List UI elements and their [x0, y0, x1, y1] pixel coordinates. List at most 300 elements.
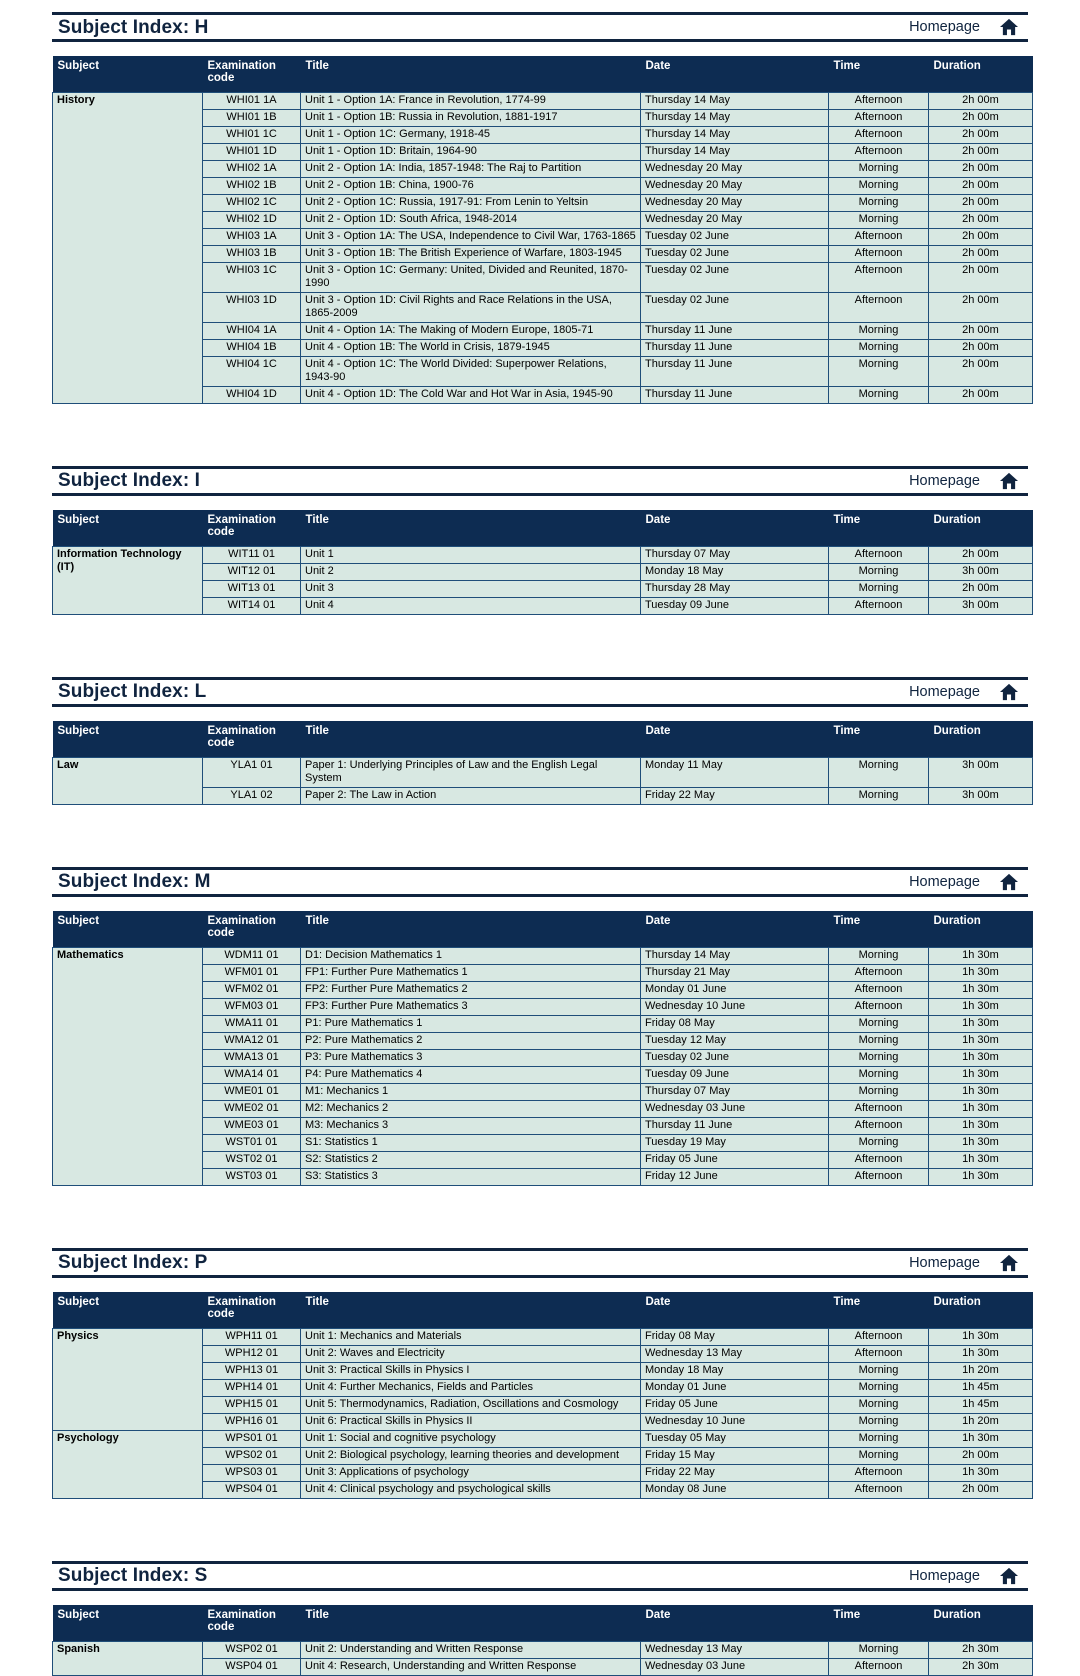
- exam-title-cell: Unit 2: Understanding and Written Response: [301, 1641, 641, 1658]
- exam-duration-cell: 1h 30m: [929, 1134, 1033, 1151]
- table-header-row: [53, 1605, 1033, 1642]
- exam-time-cell: Afternoon: [829, 229, 929, 246]
- exam-title-cell: Paper 2: The Law in Action: [301, 787, 641, 804]
- column-header-title: Title: [301, 911, 641, 948]
- exam-date-cell: Thursday 11 June: [641, 322, 829, 339]
- column-header-examination-code-line2: code: [207, 525, 235, 538]
- home-icon[interactable]: [998, 1567, 1020, 1585]
- exam-title-cell: P1: Pure Mathematics 1: [301, 1015, 641, 1032]
- exam-time-cell: Afternoon: [829, 597, 929, 614]
- column-header-date: Date: [641, 911, 829, 948]
- exam-date-cell: Wednesday 03 June: [641, 1100, 829, 1117]
- exam-duration-cell: 1h 30m: [929, 1032, 1033, 1049]
- homepage-nav[interactable]: [909, 472, 1026, 490]
- column-header-subject: Subject: [53, 1605, 203, 1642]
- home-icon[interactable]: [998, 1254, 1020, 1272]
- exam-time-cell: Afternoon: [829, 1345, 929, 1362]
- exam-title-cell: Unit 1 - Option 1B: Russia in Revolution, 1881-1917: [301, 110, 641, 127]
- exam-code-cell: WPS01 01: [203, 1430, 301, 1447]
- column-header-examination-code-line1: Examination: [207, 513, 276, 526]
- exam-title-cell: Unit 3: Practical Skills in Physics I: [301, 1362, 641, 1379]
- exam-timetable: [52, 510, 1033, 615]
- column-header-duration: Duration: [929, 721, 1033, 758]
- exam-code-cell: WHI03 1A: [203, 229, 301, 246]
- exam-code-cell: WPH14 01: [203, 1379, 301, 1396]
- exam-duration-cell: 1h 20m: [929, 1413, 1033, 1430]
- exam-code-cell: WSP02 01: [203, 1641, 301, 1658]
- exam-time-cell: Morning: [829, 195, 929, 212]
- section-spacer: [52, 1499, 1028, 1561]
- exam-date-cell: Thursday 14 May: [641, 127, 829, 144]
- exam-time-cell: Morning: [829, 1413, 929, 1430]
- column-header-examination-code: [203, 1292, 301, 1329]
- exam-duration-cell: 1h 30m: [929, 1117, 1033, 1134]
- column-header-date: Date: [641, 56, 829, 93]
- homepage-link[interactable]: Homepage: [909, 873, 980, 890]
- exam-time-cell: Morning: [829, 757, 929, 787]
- exam-date-cell: Tuesday 02 June: [641, 246, 829, 263]
- exam-title-cell: Unit 6: Practical Skills in Physics II: [301, 1413, 641, 1430]
- exam-time-cell: Afternoon: [829, 292, 929, 322]
- exam-duration-cell: 2h 00m: [929, 161, 1033, 178]
- exam-time-cell: Afternoon: [829, 93, 929, 110]
- timetable-wrapper: [52, 56, 1028, 404]
- table-header-row: [53, 911, 1033, 948]
- homepage-nav[interactable]: [909, 1567, 1026, 1585]
- exam-date-cell: Wednesday 13 May: [641, 1345, 829, 1362]
- exam-date-cell: Thursday 11 June: [641, 1117, 829, 1134]
- exam-date-cell: Tuesday 02 June: [641, 229, 829, 246]
- exam-date-cell: Tuesday 12 May: [641, 1032, 829, 1049]
- exam-date-cell: Wednesday 13 May: [641, 1641, 829, 1658]
- exam-code-cell: WME03 01: [203, 1117, 301, 1134]
- exam-time-cell: Morning: [829, 1049, 929, 1066]
- exam-title-cell: Unit 2: Waves and Electricity: [301, 1345, 641, 1362]
- exam-time-cell: Afternoon: [829, 1464, 929, 1481]
- exam-title-cell: M3: Mechanics 3: [301, 1117, 641, 1134]
- exam-duration-cell: 3h 00m: [929, 757, 1033, 787]
- exam-title-cell: Unit 5: Thermodynamics, Radiation, Oscillations and Cosmology: [301, 1396, 641, 1413]
- exam-duration-cell: 1h 30m: [929, 998, 1033, 1015]
- exam-duration-cell: 1h 30m: [929, 1100, 1033, 1117]
- exam-date-cell: Thursday 07 May: [641, 1083, 829, 1100]
- exam-code-cell: WPH12 01: [203, 1345, 301, 1362]
- exam-duration-cell: 1h 30m: [929, 1066, 1033, 1083]
- exam-code-cell: WHI01 1A: [203, 93, 301, 110]
- exam-code-cell: WPH13 01: [203, 1362, 301, 1379]
- exam-time-cell: Afternoon: [829, 1100, 929, 1117]
- section-header: [52, 466, 1028, 496]
- exam-date-cell: Monday 01 June: [641, 981, 829, 998]
- exam-time-cell: Afternoon: [829, 1168, 929, 1185]
- exam-code-cell: WDM11 01: [203, 947, 301, 964]
- exam-date-cell: Thursday 11 June: [641, 356, 829, 386]
- exam-title-cell: Unit 3 - Option 1A: The USA, Independence to Civil War, 1763-1865: [301, 229, 641, 246]
- exam-duration-cell: 3h 00m: [929, 563, 1033, 580]
- section-spacer: [52, 404, 1028, 466]
- homepage-link[interactable]: Homepage: [909, 683, 980, 700]
- exam-code-cell: WHI01 1C: [203, 127, 301, 144]
- exam-time-cell: Morning: [829, 1362, 929, 1379]
- timetable-wrapper: [52, 510, 1028, 615]
- exam-code-cell: WST02 01: [203, 1151, 301, 1168]
- exam-code-cell: WIT13 01: [203, 580, 301, 597]
- subject-name-cell: Spanish: [53, 1641, 203, 1675]
- column-header-title: Title: [301, 721, 641, 758]
- exam-title-cell: Unit 1: Social and cognitive psychology: [301, 1430, 641, 1447]
- exam-time-cell: Morning: [829, 1083, 929, 1100]
- exam-code-cell: WHI04 1D: [203, 386, 301, 403]
- homepage-nav[interactable]: [909, 1254, 1026, 1272]
- column-header-examination-code-line2: code: [207, 1307, 235, 1320]
- exam-code-cell: WIT14 01: [203, 597, 301, 614]
- exam-title-cell: Unit 4: Research, Understanding and Written Response: [301, 1658, 641, 1675]
- section-header: [52, 12, 1028, 42]
- exam-duration-cell: 2h 00m: [929, 1447, 1033, 1464]
- page-title: Subject Index: S: [58, 1565, 208, 1587]
- column-header-date: Date: [641, 721, 829, 758]
- exam-title-cell: S1: Statistics 1: [301, 1134, 641, 1151]
- exam-code-cell: WST03 01: [203, 1168, 301, 1185]
- exam-title-cell: Unit 3: [301, 580, 641, 597]
- homepage-link[interactable]: Homepage: [909, 1567, 980, 1584]
- exam-title-cell: Unit 4: Clinical psychology and psychological skills: [301, 1481, 641, 1498]
- exam-date-cell: Friday 15 May: [641, 1447, 829, 1464]
- column-header-time: Time: [829, 510, 929, 547]
- exam-code-cell: WHI02 1D: [203, 212, 301, 229]
- table-row: [53, 546, 1033, 563]
- timetable-wrapper: [52, 1292, 1028, 1499]
- subject-name-cell: Mathematics: [53, 947, 203, 1185]
- homepage-link[interactable]: Homepage: [909, 472, 980, 489]
- exam-duration-cell: 2h 00m: [929, 195, 1033, 212]
- exam-time-cell: Morning: [829, 356, 929, 386]
- exam-duration-cell: 1h 30m: [929, 981, 1033, 998]
- exam-title-cell: Unit 1: [301, 546, 641, 563]
- subject-name-cell: Psychology: [53, 1430, 203, 1498]
- exam-date-cell: Wednesday 10 June: [641, 998, 829, 1015]
- column-header-examination-code-line1: Examination: [207, 1295, 276, 1308]
- exam-title-cell: Unit 4 - Option 1D: The Cold War and Hot War in Asia, 1945-90: [301, 386, 641, 403]
- table-row: [53, 1641, 1033, 1658]
- exam-code-cell: WST01 01: [203, 1134, 301, 1151]
- exam-duration-cell: 1h 30m: [929, 1328, 1033, 1345]
- exam-time-cell: Morning: [829, 1641, 929, 1658]
- exam-duration-cell: 1h 30m: [929, 1464, 1033, 1481]
- exam-date-cell: Monday 01 June: [641, 1379, 829, 1396]
- table-header-row: [53, 56, 1033, 93]
- column-header-title: Title: [301, 1605, 641, 1642]
- exam-duration-cell: 2h 00m: [929, 93, 1033, 110]
- exam-duration-cell: 2h 00m: [929, 339, 1033, 356]
- exam-code-cell: WFM03 01: [203, 998, 301, 1015]
- column-header-subject: Subject: [53, 1292, 203, 1329]
- exam-code-cell: WIT12 01: [203, 563, 301, 580]
- exam-code-cell: WPH16 01: [203, 1413, 301, 1430]
- column-header-examination-code: [203, 56, 301, 93]
- exam-time-cell: Afternoon: [829, 1151, 929, 1168]
- exam-title-cell: M1: Mechanics 1: [301, 1083, 641, 1100]
- exam-duration-cell: 2h 00m: [929, 263, 1033, 293]
- exam-duration-cell: 1h 45m: [929, 1379, 1033, 1396]
- timetable-wrapper: [52, 721, 1028, 805]
- exam-date-cell: Thursday 14 May: [641, 144, 829, 161]
- exam-duration-cell: 1h 30m: [929, 1345, 1033, 1362]
- exam-title-cell: Unit 2 - Option 1A: India, 1857-1948: The Raj to Partition: [301, 161, 641, 178]
- column-header-time: Time: [829, 1292, 929, 1329]
- exam-title-cell: Unit 1 - Option 1C: Germany, 1918-45: [301, 127, 641, 144]
- exam-title-cell: Unit 4 - Option 1B: The World in Crisis, 1879-1945: [301, 339, 641, 356]
- home-icon[interactable]: [998, 683, 1020, 701]
- exam-timetable: [52, 1292, 1033, 1499]
- homepage-nav[interactable]: [909, 683, 1026, 701]
- exam-code-cell: WMA11 01: [203, 1015, 301, 1032]
- section-i: [52, 466, 1028, 615]
- exam-code-cell: WHI01 1B: [203, 110, 301, 127]
- exam-title-cell: P4: Pure Mathematics 4: [301, 1066, 641, 1083]
- subject-name-cell: Physics: [53, 1328, 203, 1430]
- section-spacer: [52, 805, 1028, 867]
- table-row: [53, 1430, 1033, 1447]
- column-header-examination-code-line2: code: [207, 72, 235, 84]
- page-title: Subject Index: P: [58, 1252, 208, 1274]
- exam-title-cell: Unit 1: Mechanics and Materials: [301, 1328, 641, 1345]
- column-header-subject: Subject: [53, 56, 203, 93]
- exam-duration-cell: 1h 45m: [929, 1396, 1033, 1413]
- exam-title-cell: Unit 2 - Option 1C: Russia, 1917-91: From Lenin to Yeltsin: [301, 195, 641, 212]
- column-header-duration: Duration: [929, 1605, 1033, 1642]
- sections-container: [52, 12, 1028, 1676]
- column-header-examination-code: [203, 721, 301, 758]
- exam-time-cell: Morning: [829, 1447, 929, 1464]
- exam-time-cell: Morning: [829, 1015, 929, 1032]
- exam-duration-cell: 2h 00m: [929, 292, 1033, 322]
- exam-duration-cell: 1h 20m: [929, 1362, 1033, 1379]
- exam-duration-cell: 2h 00m: [929, 546, 1033, 563]
- exam-date-cell: Tuesday 02 June: [641, 1049, 829, 1066]
- column-header-examination-code-line2: code: [207, 1620, 235, 1633]
- exam-title-cell: FP2: Further Pure Mathematics 2: [301, 981, 641, 998]
- exam-duration-cell: 2h 00m: [929, 229, 1033, 246]
- timetable-wrapper: [52, 1605, 1028, 1676]
- exam-time-cell: Afternoon: [829, 263, 929, 293]
- exam-time-cell: Morning: [829, 1134, 929, 1151]
- exam-time-cell: Morning: [829, 339, 929, 356]
- column-header-date: Date: [641, 1605, 829, 1642]
- exam-duration-cell: 2h 00m: [929, 212, 1033, 229]
- home-icon[interactable]: [998, 873, 1020, 891]
- exam-timetable: [52, 1605, 1033, 1676]
- table-header-row: [53, 510, 1033, 547]
- exam-time-cell: Afternoon: [829, 1658, 929, 1675]
- column-header-duration: Duration: [929, 1292, 1033, 1329]
- exam-duration-cell: 2h 00m: [929, 1481, 1033, 1498]
- exam-duration-cell: 2h 00m: [929, 110, 1033, 127]
- exam-code-cell: WHI03 1B: [203, 246, 301, 263]
- column-header-subject: Subject: [53, 721, 203, 758]
- column-header-duration: Duration: [929, 911, 1033, 948]
- exam-timetable: [52, 911, 1033, 1186]
- exam-duration-cell: 2h 30m: [929, 1658, 1033, 1675]
- exam-date-cell: Wednesday 20 May: [641, 178, 829, 195]
- exam-date-cell: Friday 08 May: [641, 1015, 829, 1032]
- column-header-time: Time: [829, 1605, 929, 1642]
- exam-code-cell: WHI02 1A: [203, 161, 301, 178]
- column-header-examination-code-line1: Examination: [207, 1608, 276, 1621]
- section-spacer: [52, 615, 1028, 677]
- exam-title-cell: Unit 1 - Option 1D: Britain, 1964-90: [301, 144, 641, 161]
- table-row: [53, 757, 1033, 787]
- exam-duration-cell: 1h 30m: [929, 1049, 1033, 1066]
- exam-code-cell: WHI03 1C: [203, 263, 301, 293]
- exam-title-cell: Unit 2: Biological psychology, learning theories and development: [301, 1447, 641, 1464]
- exam-timetable: [52, 56, 1033, 404]
- column-header-date: Date: [641, 510, 829, 547]
- exam-date-cell: Tuesday 19 May: [641, 1134, 829, 1151]
- exam-timetable: [52, 721, 1033, 805]
- home-icon[interactable]: [998, 472, 1020, 490]
- exam-code-cell: WHI02 1C: [203, 195, 301, 212]
- exam-title-cell: Unit 4 - Option 1C: The World Divided: Superpower Relations, 1943-90: [301, 356, 641, 386]
- timetable-wrapper: [52, 911, 1028, 1186]
- exam-time-cell: Afternoon: [829, 127, 929, 144]
- exam-date-cell: Friday 12 June: [641, 1168, 829, 1185]
- exam-code-cell: WMA12 01: [203, 1032, 301, 1049]
- subject-name-cell: History: [53, 93, 203, 404]
- exam-code-cell: WHI01 1D: [203, 144, 301, 161]
- exam-time-cell: Afternoon: [829, 110, 929, 127]
- page-title: Subject Index: H: [58, 16, 209, 38]
- exam-code-cell: WMA14 01: [203, 1066, 301, 1083]
- exam-date-cell: Tuesday 05 May: [641, 1430, 829, 1447]
- subject-name-cell: Law: [53, 757, 203, 804]
- exam-duration-cell: 3h 00m: [929, 787, 1033, 804]
- column-header-examination-code: [203, 911, 301, 948]
- exam-time-cell: Morning: [829, 178, 929, 195]
- exam-title-cell: D1: Decision Mathematics 1: [301, 947, 641, 964]
- exam-date-cell: Tuesday 02 June: [641, 263, 829, 293]
- exam-time-cell: Afternoon: [829, 1328, 929, 1345]
- table-header-row: [53, 1292, 1033, 1329]
- column-header-examination-code: [203, 1605, 301, 1642]
- column-header-title: Title: [301, 56, 641, 93]
- exam-date-cell: Monday 11 May: [641, 757, 829, 787]
- exam-duration-cell: 1h 30m: [929, 964, 1033, 981]
- column-header-time: Time: [829, 56, 929, 93]
- homepage-link[interactable]: Homepage: [909, 18, 980, 35]
- exam-code-cell: WIT11 01: [203, 546, 301, 563]
- exam-date-cell: Thursday 11 June: [641, 386, 829, 403]
- table-header-row: [53, 721, 1033, 758]
- section-h: [52, 12, 1028, 404]
- exam-code-cell: WPH11 01: [203, 1328, 301, 1345]
- table-row: [53, 1328, 1033, 1345]
- exam-title-cell: Unit 2: [301, 563, 641, 580]
- exam-title-cell: Unit 2 - Option 1B: China, 1900-76: [301, 178, 641, 195]
- column-header-examination-code-line2: code: [207, 926, 235, 939]
- exam-time-cell: Morning: [829, 1430, 929, 1447]
- section-header: [52, 867, 1028, 897]
- exam-time-cell: Morning: [829, 1396, 929, 1413]
- exam-duration-cell: 3h 00m: [929, 597, 1033, 614]
- exam-code-cell: YLA1 01: [203, 757, 301, 787]
- column-header-examination-code-line1: Examination: [207, 60, 276, 72]
- exam-title-cell: Unit 3 - Option 1B: The British Experience of Warfare, 1803-1945: [301, 246, 641, 263]
- exam-date-cell: Tuesday 09 June: [641, 597, 829, 614]
- exam-time-cell: Morning: [829, 787, 929, 804]
- exam-code-cell: WSP04 01: [203, 1658, 301, 1675]
- exam-time-cell: Afternoon: [829, 1481, 929, 1498]
- exam-title-cell: Unit 4: [301, 597, 641, 614]
- column-header-title: Title: [301, 1292, 641, 1329]
- exam-date-cell: Monday 08 June: [641, 1481, 829, 1498]
- exam-code-cell: WPS02 01: [203, 1447, 301, 1464]
- exam-date-cell: Friday 05 June: [641, 1151, 829, 1168]
- exam-date-cell: Thursday 28 May: [641, 580, 829, 597]
- column-header-duration: Duration: [929, 56, 1033, 93]
- homepage-link[interactable]: Homepage: [909, 1254, 980, 1271]
- exam-code-cell: WFM01 01: [203, 964, 301, 981]
- section-header: [52, 1561, 1028, 1591]
- exam-code-cell: WPH15 01: [203, 1396, 301, 1413]
- column-header-examination-code-line2: code: [207, 736, 235, 749]
- exam-duration-cell: 2h 30m: [929, 1641, 1033, 1658]
- exam-time-cell: Morning: [829, 1379, 929, 1396]
- exam-time-cell: Morning: [829, 563, 929, 580]
- exam-code-cell: YLA1 02: [203, 787, 301, 804]
- column-header-duration: Duration: [929, 510, 1033, 547]
- exam-time-cell: Afternoon: [829, 964, 929, 981]
- section-header: [52, 1248, 1028, 1278]
- exam-title-cell: Unit 4 - Option 1A: The Making of Modern Europe, 1805-71: [301, 322, 641, 339]
- exam-title-cell: Unit 3 - Option 1C: Germany: United, Divided and Reunited, 1870-1990: [301, 263, 641, 293]
- exam-code-cell: WHI04 1A: [203, 322, 301, 339]
- exam-code-cell: WPS03 01: [203, 1464, 301, 1481]
- homepage-nav[interactable]: [909, 18, 1026, 36]
- exam-title-cell: FP3: Further Pure Mathematics 3: [301, 998, 641, 1015]
- exam-date-cell: Monday 18 May: [641, 563, 829, 580]
- homepage-nav[interactable]: [909, 873, 1026, 891]
- exam-duration-cell: 1h 30m: [929, 1083, 1033, 1100]
- exam-duration-cell: 2h 00m: [929, 356, 1033, 386]
- exam-date-cell: Wednesday 10 June: [641, 1413, 829, 1430]
- exam-duration-cell: 1h 30m: [929, 1430, 1033, 1447]
- exam-duration-cell: 2h 00m: [929, 246, 1033, 263]
- exam-date-cell: Wednesday 20 May: [641, 212, 829, 229]
- column-header-examination-code-line1: Examination: [207, 724, 276, 737]
- exam-duration-cell: 2h 00m: [929, 178, 1033, 195]
- exam-time-cell: Morning: [829, 1066, 929, 1083]
- exam-duration-cell: 1h 30m: [929, 1015, 1033, 1032]
- exam-duration-cell: 2h 00m: [929, 322, 1033, 339]
- exam-duration-cell: 1h 30m: [929, 1151, 1033, 1168]
- exam-title-cell: Unit 3: Applications of psychology: [301, 1464, 641, 1481]
- exam-time-cell: Afternoon: [829, 981, 929, 998]
- exam-time-cell: Afternoon: [829, 246, 929, 263]
- exam-time-cell: Morning: [829, 161, 929, 178]
- exam-title-cell: P3: Pure Mathematics 3: [301, 1049, 641, 1066]
- exam-duration-cell: 1h 30m: [929, 947, 1033, 964]
- column-header-date: Date: [641, 1292, 829, 1329]
- home-icon[interactable]: [998, 18, 1020, 36]
- section-m: [52, 867, 1028, 1186]
- exam-date-cell: Friday 22 May: [641, 1464, 829, 1481]
- exam-code-cell: WHI02 1B: [203, 178, 301, 195]
- column-header-examination-code: [203, 510, 301, 547]
- section-p: [52, 1248, 1028, 1499]
- subject-name-cell: Information Technology (IT): [53, 546, 203, 614]
- exam-title-cell: Paper 1: Underlying Principles of Law and the English Legal System: [301, 757, 641, 787]
